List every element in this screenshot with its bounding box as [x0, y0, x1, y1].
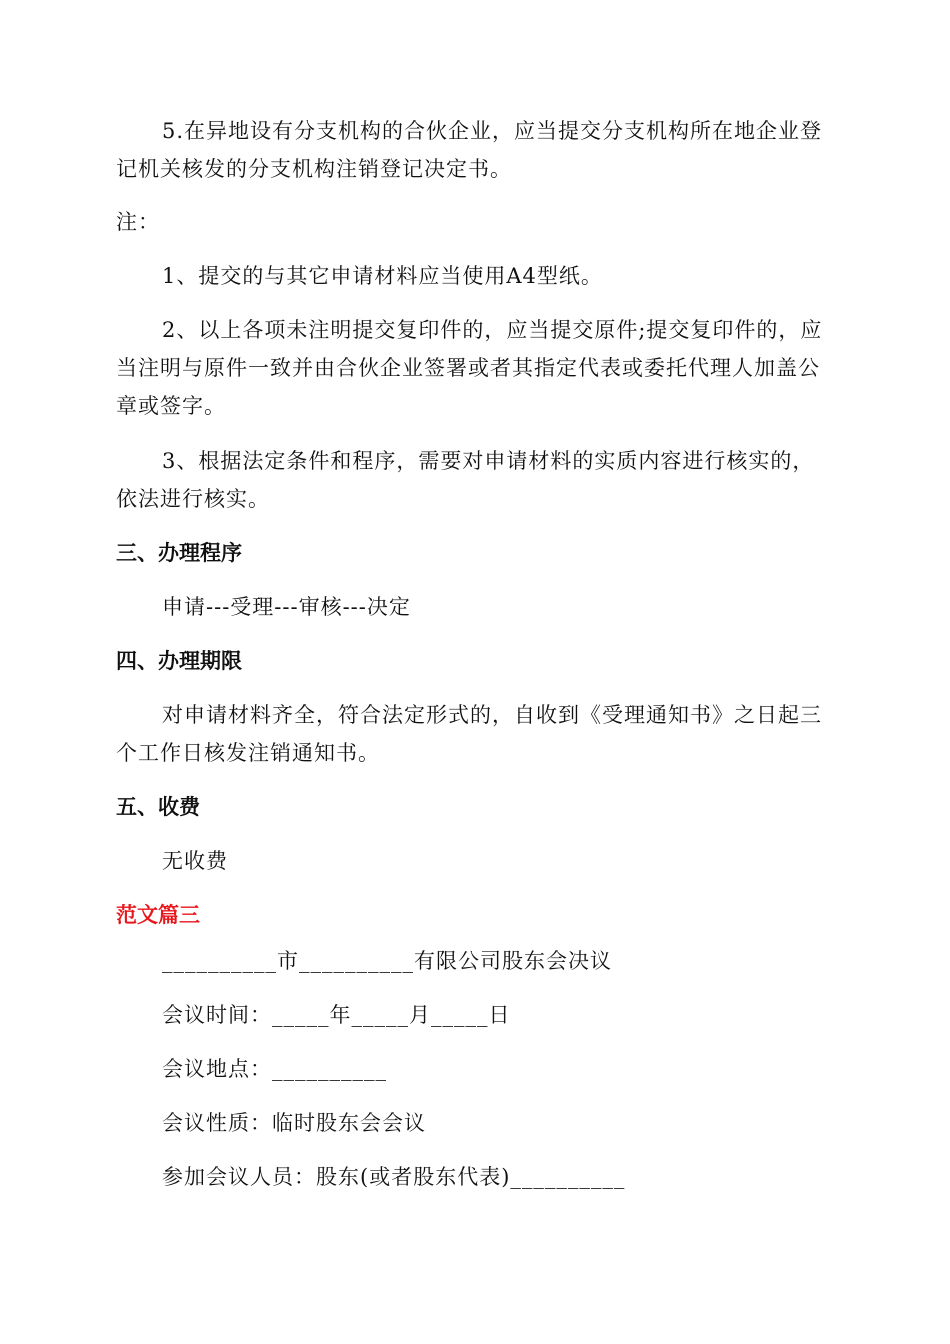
sample-heading-three: 范文篇三: [116, 903, 200, 927]
meeting-time-line: 会议时间：_____年_____月_____日: [162, 1003, 511, 1027]
meeting-nature-line: 会议性质：临时股东会会议: [162, 1111, 426, 1135]
procedure-steps: 申请---受理---审核---决定: [162, 595, 411, 619]
meeting-place-line: 会议地点：__________: [162, 1057, 387, 1081]
time-limit-text: 对申请材料齐全，符合法定形式的，自收到《受理通知书》之日起三个工作日核发注销通知书。: [116, 703, 822, 765]
section-heading-fees: 五、收费: [116, 795, 200, 819]
note-item-3: 3、根据法定条件和程序，需要对申请材料的实质内容进行核实的，依法进行核实。: [116, 449, 815, 511]
note-item-1: 1、提交的与其它申请材料应当使用A4型纸。: [162, 264, 603, 288]
section-heading-time-limit: 四、办理期限: [116, 649, 242, 673]
section-heading-procedure: 三、办理程序: [116, 541, 242, 565]
fees-text: 无收费: [162, 849, 228, 873]
note-label: 注：: [116, 210, 160, 234]
resolution-title-line: __________市__________有限公司股东会决议: [162, 949, 612, 973]
attendees-line: 参加会议人员：股东(或者股东代表)__________: [162, 1165, 626, 1189]
paragraph-branch-cancellation: 5.在异地设有分支机构的合伙企业，应当提交分支机构所在地企业登记机关核发的分支机构注销登记决定书。: [116, 119, 823, 181]
note-item-2: 2、以上各项未注明提交复印件的，应当提交原件;提交复印件的，应当注明与原件一致并由合伙企业签署或者其指定代表或委托代理人加盖公章或签字。: [116, 318, 823, 418]
